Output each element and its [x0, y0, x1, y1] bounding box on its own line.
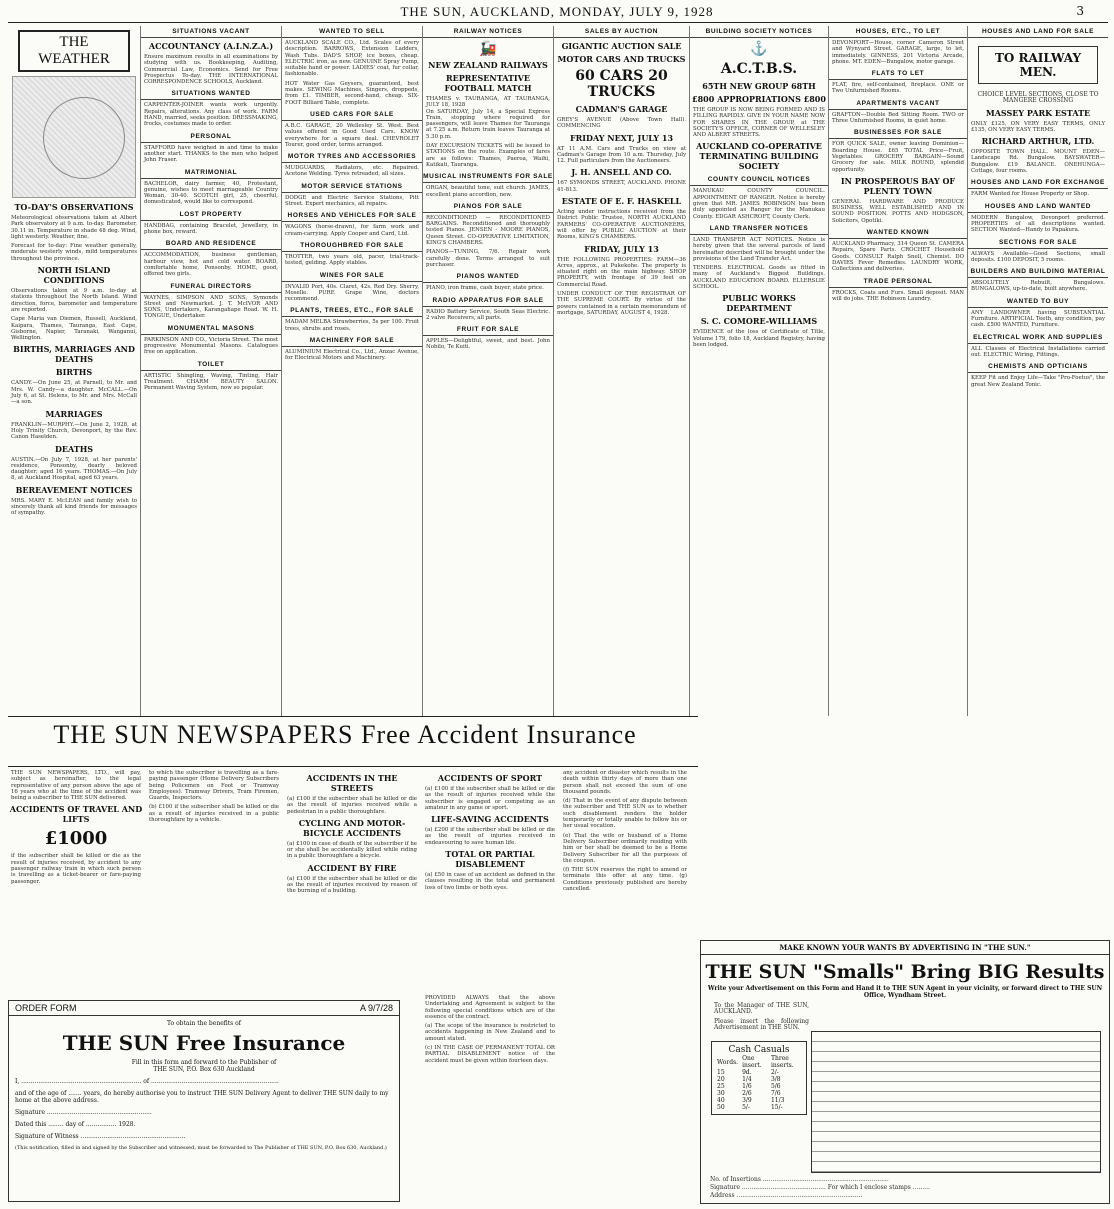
masthead-title: THE SUN, AUCKLAND, MONDAY, JULY 9, 1928 — [400, 4, 714, 19]
new-group-heading: 65TH NEW GROUP 68TH — [702, 81, 816, 91]
houses-for-sale-heading: HOUSES AND LAND FOR SALE — [968, 26, 1108, 38]
deaths-text: AUSTIN.—On July 7, 1928, at her parents' residence, Ponsonby, dearly beloved daughter; aged 16 years. THOMAS.—On July 8, at Auckland Hospital, aged 63 years. — [11, 456, 137, 482]
wanted-to-sell-text: AUCKLAND SCALE CO., Ltd. Scales of every description. BARROWS, Extension Ladders, Wash Tubs. DAD'S SHOP, ice boxes, cheap. ELECTRIC iron, as new. GENUINE Spray Pump, suitable hand or power. LADIES' coat, fur collar, fashionable. HOT Water Gas Geysers, guaranteed, best makes. SEWING Machines, Singers, droppeds, from £1. TIMBER, second-hand, cheap. SIX-FOOT Billiard Table, complete. — [285, 40, 419, 106]
wines-text: INVALID Port, 40s. Claret, 42s. Red Dry. Sherry, Moselle. PURE Grape Wine, doctors recommend. — [285, 283, 419, 303]
cash-one: 9d. — [742, 1069, 752, 1076]
column-weather — [8, 26, 141, 716]
column-houses-to-let — [829, 26, 968, 716]
order-form-label: ORDER FORM — [15, 1003, 77, 1013]
land-wanted-heading: HOUSES AND LAND WANTED — [968, 201, 1108, 213]
motor-service-text: DODGE and Electric Service Stations, Pitt Street. Expert mechanics, all repairs. — [285, 194, 419, 208]
railway-men-heading: TO RAILWAY MEN. — [978, 46, 1098, 84]
matrimonial-text: BACHELOR, dairy farmer, 40, Protestant, genuine, wishes to meet marriageable Country Woman, 30-40. SCOTCH girl, 25, cheerful, domesticated, would like to correspond. — [144, 180, 278, 206]
births-heading: BIRTHS — [55, 367, 93, 378]
richard-arthur-text: OPPOSITE TOWN HALL. MOUNT EDEN—Landscape Rd. Bungalow. BAYSWATER—Bungalow. £19 BALANCE. ONEHUNGA—Cottage, four rooms. — [971, 149, 1105, 175]
marriages-heading: MARRIAGES — [45, 408, 103, 419]
land-exchange-text: FARM Wanted for House Property or Shop. — [971, 191, 1090, 198]
cash-words: 20 — [717, 1076, 725, 1083]
bay-of-plenty-heading: IN PROSPEROUS BAY OF PLENTY TOWN — [840, 175, 956, 196]
plants-text: MADAM MELBA Strawberries, 5s per 100. Fruit trees, shrubs and roses. — [285, 319, 419, 332]
building-society-text: THE GROUP IS NOW BEING FORMED AND IS FILLING RAPIDLY. GIVE IN YOUR NAME NOW FOR SHARES IN THE GROUP, at THE SOCIETY'S OFFICE, CORNER OF WELLESLEY AND ALBERT STREETS. — [693, 107, 825, 139]
cash-header-row — [715, 1055, 803, 1069]
table-row — [715, 1076, 803, 1083]
cash-words: 40 — [717, 1097, 725, 1104]
life-saving-text: (a) £200 if the subscriber shall be killed or die as the result of injuries received in endeavouring to save human life. — [425, 827, 555, 846]
north-island-text: Observations taken at 9 a.m. to-day at stations throughout the North Island. Wind direction, force, barometer and temperature are reported. Cape Maria van Diemen, Russell, Auckland, Kaipara, Thames, Tauranga, East Cape, Gisborne, Napier, Taranaki, Wanganui, Wellington. — [11, 288, 137, 342]
cycling-text: (a) £100 in case of death of the subscriber if he or she shall be accidentally killed while riding in a public thoroughfare a bicycle. — [287, 840, 417, 860]
cash-casuals-table — [711, 1041, 807, 1115]
monumental-masons-text: PARKINSON AND CO., Victoria Street. The most progressive Monumental Masons. Catalogues free on application. — [144, 336, 278, 356]
travel-lifts-text: if the subscriber shall be killed or die as the result of injuries received, by accident to any passenger railway train in which such person is travelling as a ticket-bearer or fare-paying passenger. — [11, 853, 141, 885]
level-sections-text: CHOICE LEVEL SECTIONS, CLOSE TO MANGERE CROSSING — [977, 91, 1099, 105]
board-residence-heading: BOARD AND RESIDENCE — [141, 238, 281, 250]
fire-heading: ACCIDENT BY FIRE — [307, 862, 397, 873]
pianos-for-sale-heading: PIANOS FOR SALE — [423, 201, 553, 213]
personal-heading: PERSONAL — [141, 131, 281, 143]
machinery-text: ALUMINIUM Electrical Co., Ltd., Anzac Avenue, for Electrical Motors and Machinery. — [285, 349, 419, 362]
masthead — [0, 4, 1114, 20]
sections-text: ALWAYS Available—Good Sections, small deposits. £100 DEPOSIT, 5 rooms. — [971, 250, 1105, 263]
cash-three: 3/8 — [770, 1076, 781, 1083]
cash-header-words: Words. — [717, 1058, 739, 1066]
auction-date-2: FRIDAY, JULY 13 — [584, 243, 659, 254]
personal-text: STAFFORD have weighed in and time to make another start. THANKS to the men who helped John Fraser. — [144, 144, 278, 164]
table-row — [715, 1090, 803, 1097]
insurance-rule — [8, 766, 698, 767]
column-wanted-to-sell — [282, 26, 423, 716]
toilet-text: ARTISTIC Shingling, Waving, Tinting, Hair Treatment. CHARM BEAUTY SALON. Permanent Waving System, now so popular. — [144, 372, 278, 392]
apartments-heading: APARTMENTS VACANT — [829, 98, 967, 110]
motor-tyres-text: MUDGUARDS, Radiators, etc. Repaired. Acetone Welding. Tyres retreaded, all sizes. — [285, 165, 419, 178]
weather-observations-heading: TO-DAY'S OBSERVATIONS — [14, 202, 134, 212]
disablement-heading: TOTAL OR PARTIAL DISABLEMENT — [445, 849, 535, 870]
radio-apparatus-text: RADIO Battery Service, South Seas Electric. 2 valve Receivers, all parts. — [426, 308, 550, 321]
table-row — [715, 1083, 803, 1090]
appropriations-heading: £800 APPROPRIATIONS £800 — [692, 94, 826, 104]
wanted-to-sell-heading: WANTED TO SELL — [282, 26, 422, 38]
insurance-column-2 — [146, 770, 282, 996]
cash-casuals-title: Cash Casuals — [728, 1045, 790, 1055]
streets-text: (a) £100 if the subscriber shall be killed or die as the result of injuries received while a pedestrian in a public thoroughfare. — [287, 796, 417, 815]
apartments-text: GRAFTON—Double Bed Sitting Room. TWO or Three Unfurnished Rooms, in quiet home. — [832, 111, 964, 125]
births-text: CANDY.—On June 25, at Parnell, to Mr. and Mrs. W. Candy—a daughter. McCALL.—On July 6, at St. Helens, to Mr. and Mrs. McCall—a son. — [11, 380, 137, 406]
travel-lifts-heading: ACCIDENTS OF TRAVEL AND LIFTS — [9, 804, 143, 825]
situations-wanted-heading: SITUATIONS WANTED — [141, 88, 281, 100]
cash-words: 30 — [717, 1090, 725, 1097]
land-wanted-text: MODERN Bungalow, Devonport preferred. PROPERTIES of all descriptions wanted. SECTION Wanted—Handy to Papakura. — [971, 214, 1105, 234]
cash-three: 2/- — [770, 1069, 779, 1076]
north-island-heading: NORTH ISLAND CONDITIONS — [37, 265, 111, 286]
order-form — [8, 1000, 400, 1202]
houses-to-let-text: DEVONPORT—House, corner Cameron Street and Wynyard Street. GARAGE, large, to let, immediately. GINNESS, 201 Victoria Arcade, phone. MT. EDEN—Bungalow, motor garage. — [832, 40, 964, 65]
funeral-directors-heading: FUNERAL DIRECTORS — [141, 281, 281, 293]
cash-three: 5/6 — [770, 1083, 781, 1090]
order-form-title: THE SUN Free Insurance — [62, 1031, 346, 1055]
bay-of-plenty-text: GENERAL HARDWARE AND PRODUCE BUSINESS, WELL ESTABLISHED AND IN SOUND POSITION. POTTS AND HODGSON, Solicitors, Opotiki. — [832, 198, 964, 224]
thoroughbred-text: TROTTER, two years old, pacer, trial-track-tested, gelding. Apply stables. — [285, 253, 419, 267]
wines-heading: WINES FOR SALE — [282, 270, 422, 282]
builders-heading: BUILDERS AND BUILDING MATERIAL — [968, 266, 1108, 278]
cash-header-three: Three inserts. — [770, 1055, 794, 1069]
signature-field[interactable]: Signature ....................................................... — [15, 1109, 152, 1116]
column-railway — [423, 26, 554, 716]
table-row — [715, 1069, 803, 1076]
funeral-directors-text: WAYNES, SIMPSON AND SONS, Symonds Street and Newmarket. J. T. McIVOR AND SONS, Undertakers, Karangahape Road. W. H. TONGUE, Undertaker. — [144, 294, 278, 320]
train-icon: 🚂 — [479, 41, 497, 57]
advertisement-entry-area[interactable] — [811, 1031, 1101, 1173]
railway-notices-heading: RAILWAY NOTICES — [423, 26, 553, 38]
insurance-column-3 — [284, 770, 420, 996]
motor-cars-trucks-heading: MOTOR CARS AND TRUCKS — [557, 54, 686, 64]
cash-one: 1/6 — [742, 1083, 752, 1090]
column-building-society — [690, 26, 829, 716]
wanted-to-buy-text: ANY LANDOWNER having SUBSTANTIAL Furniture. ARTIFICIAL Teeth, any condition, pay cash. £500 WANTED, Furniture. — [971, 309, 1105, 329]
order-form-header — [9, 1001, 399, 1016]
insurance-column-4 — [422, 770, 558, 996]
life-saving-heading: LIFE-SAVING ACCIDENTS — [431, 814, 549, 825]
estate-haskell-text: Acting under instructions received from the District Public Trustee, NORTH AUCKLAND FARMERS' CO-OPERATIVE AUCTIONEERS, will offer by PUBLIC AUCTION at their Rooms, KING'S CHAMBERS. — [557, 209, 686, 241]
land-transfer-heading: LAND TRANSFER NOTICES — [690, 223, 828, 235]
cash-three: 15/- — [770, 1104, 783, 1111]
used-cars-heading: USED CARS FOR SALE — [282, 109, 422, 121]
pianos-for-sale-text: RECONDITIONED — RECONDITIONED BARGAINS. Reconditioned and thoroughly tested Pianos. JENSEN - MOORE PIANOS, Queen Street. CO-OPERATIVE LIMITATION, KING'S CHAMBERS. PIANOS—TUNING, 7/6. Repair work carefully done. Terms arranged to suit purchaser. — [426, 214, 550, 268]
sales-by-auction-heading: SALES BY AUCTION — [554, 26, 689, 38]
used-cars-text: A.B.C. GARAGE, 20 Wellesley St. West. Best values offered in Good Used Cars. KNOW everywhere for a square deal. CHEVROLET Tourer, good order, terms arranged. — [285, 122, 419, 148]
order-form-note: (This notification, filled in and signed by the Subscriber and witnessed, must be forwarded to The Publisher of THE SUN, P.O. Box 630, Auckland.) — [15, 1145, 387, 1151]
auction-details-text: AT 11 A.M. Cars and Trucks on view at Cadman's Garage from 10 a.m. Thursday, July 12. Full particulars from the Auctioneers. — [557, 145, 686, 165]
chemists-text: KEEP Fit and Enjoy Life—Take "Pro-Foetus", the great New Zealand Tonic. — [971, 375, 1105, 388]
insurance-intro-text: THE SUN NEWSPAPERS, LTD., will pay, subject as hereinafter, to the legal representative of any person above the age of 16 years who at the time of the accident was being a subscriber to THE SUN delivered. — [11, 770, 141, 802]
smalls-title: THE SUN "Smalls" Bring BIG Results — [705, 961, 1105, 983]
accountancy-text: Ensure maximum results in all examinations by studying with us. Bookkeeping, Auditing, Commercial Law, Economics. Send for Free Prospectus To-day. THE INTERNATIONAL CORRESPONDENCE SCHOOLS, Auckland. — [144, 54, 278, 86]
smalls-address-label: Address — [710, 1192, 735, 1199]
pianos-wanted-text: PIANO, iron frame, cash buyer, state price. — [426, 285, 544, 292]
auction-venue-text: GREY'S AVENUE (Above Town Hall). COMMENCING — [557, 117, 686, 130]
property-text: THE FOLLOWING PROPERTIES: FARM—36 Acres, approx., at Pukekohe. The property is situated right on the main highway. SHOP PROPERTY, with frontage of 39 feet on Commercial Road. UNDER CONDUCT OF THE REGISTRAR OF THE SUPREME COURT. By virtue of the powers contained in a certain memorandum of mortgage, SATURDAY, AUGUST 4, 1928. — [557, 256, 686, 316]
accountancy-heading: ACCOUNTANCY (A.I.N.Z.A.) — [148, 41, 274, 51]
cash-three: 7/6 — [770, 1090, 781, 1097]
cars-trucks-count: 60 CARS 20 TRUCKS — [575, 68, 668, 100]
streets-heading: ACCIDENTS IN THE STREETS — [306, 773, 398, 793]
county-council-heading: COUNTY COUNCIL NOTICES — [690, 174, 828, 186]
board-residence-text: ACCOMMODATION, business gentleman, harbour view, hot and cold water. BOARD, comfortable home, Ponsonby. HOME, good, offered two girls. — [144, 252, 278, 278]
insurance-column-1 — [8, 770, 144, 996]
column-houses-for-sale — [968, 26, 1108, 716]
insurance-column-6 — [422, 995, 558, 1205]
motor-service-heading: MOTOR SERVICE STATIONS — [282, 181, 422, 193]
smalls-tagline: MAKE KNOWN YOUR WANTS BY ADVERTISING IN "THE SUN." — [701, 941, 1109, 955]
comore-williams-text: EVIDENCE of the loss of Certificate of Title, Volume 179, folio 18, Auckland Registry, having been lodged. — [693, 329, 825, 348]
weather-map-circle — [43, 97, 125, 179]
railway-text: On SATURDAY, July 14, a Special Express Train, stopping where required for passengers, will leave Thames for Tauranga at 7.25 a.m. Return train leaves Tauranga at 5.30 p.m. DAY EXCURSION TICKETS will be issued to STATIONS on the route. Examples of fares are as follows: Thames, Paeroa, Waihi, Katikati, Tauranga. — [426, 108, 550, 168]
richard-arthur-heading: RICHARD ARTHUR, LTD. — [981, 136, 1095, 147]
insurance-column-2-text: to which the subscriber is travelling as a fare-paying passenger (Home Delivery Subscribers being Policemen on Foot or Tramway Employees). Tramway Drivers, Tram Firemen, Guards, Inspectors. (b) £100 if the subscriber shall be killed or die as a result of injuries received in a public thoroughfare by a vehicle. — [149, 770, 279, 824]
order-form-intro: To obtain the benefits of — [167, 1020, 241, 1027]
insurance-amount: £1000 — [44, 828, 108, 850]
anchor-icon: ⚓ — [750, 41, 768, 57]
occupation-field[interactable]: and of the age of ....... years, do hereby authorise you to instruct THE SUN Delivery Agent to deliver THE SUN daily to my home at the above address. — [15, 1090, 389, 1104]
comore-williams-heading: S. C. COMORE-WILLIAMS — [700, 316, 818, 327]
smalls-address-field[interactable]: Address .................................................................. — [710, 1192, 863, 1199]
land-exchange-heading: HOUSES AND LAND FOR EXCHANGE — [968, 177, 1108, 189]
name-field[interactable]: I, ............................................................... of ................................................................... — [15, 1078, 279, 1085]
electrical-heading: ELECTRICAL WORK AND SUPPLIES — [968, 332, 1108, 344]
dated-field[interactable]: Dated this ........ day of ................ 1928. — [15, 1121, 136, 1128]
sport-text: (a) £100 if the subscriber shall be killed or die as the result of injuries received while the subscriber is engaged or competing as an amateur in any game or sport. — [425, 786, 555, 811]
cycling-heading: CYCLING AND MOTOR-BICYCLE ACCIDENTS — [298, 817, 406, 838]
businesses-heading: BUSINESSES FOR SALE — [829, 127, 967, 139]
radio-apparatus-heading: RADIO APPARATUS FOR SALE — [423, 295, 553, 307]
bereavement-heading: BEREAVEMENT NOTICES — [15, 484, 133, 495]
table-row — [715, 1104, 803, 1111]
public-works-heading: PUBLIC WORKS DEPARTMENT — [722, 293, 796, 314]
gigantic-auction-heading: GIGANTIC AUCTION SALE — [561, 41, 682, 51]
horses-vehicles-text: WAGONS (horse-drawn), for farm work and cream-carrying. Apply Cooper and Card, Ltd. — [285, 224, 419, 237]
pianos-wanted-heading: PIANOS WANTED — [423, 271, 553, 283]
cash-one: 5/- — [742, 1104, 750, 1111]
page-number: 3 — [1076, 4, 1084, 18]
insurance-column-5 — [560, 770, 690, 1200]
estate-haskell-heading: ESTATE OF E. F. HASKELL — [561, 196, 682, 207]
cash-one: 3/9 — [742, 1097, 752, 1104]
houses-to-let-heading: HOUSES, ETC., TO LET — [829, 26, 967, 38]
lost-property-heading: LOST PROPERTY — [141, 209, 281, 221]
football-match-subtitle: THAMES v. TAURANGA, AT TAURANGA, JULY 18, 1928 — [426, 96, 550, 109]
thoroughbred-heading: THOROUGHBRED FOR SALE — [282, 240, 422, 252]
cash-three: 11/3 — [770, 1097, 785, 1104]
auckland-cooperative-heading: AUCKLAND CO-OPERATIVE TERMINATING BUILDING SOCIETY — [696, 141, 822, 172]
enclose-label: For which I enclose stamps — [827, 1184, 911, 1191]
insurance-banner — [0, 720, 690, 764]
trade-personal-heading: TRADE PERSONAL — [829, 276, 967, 288]
smalls-signature-label: Signature — [710, 1184, 741, 1191]
column-auction — [554, 26, 690, 716]
weather-map — [12, 76, 136, 198]
monumental-masons-heading: MONUMENTAL MASONS — [141, 323, 281, 335]
horses-vehicles-heading: HORSES AND VEHICLES FOR SALE — [282, 210, 422, 222]
signature-label: Signature — [15, 1109, 46, 1116]
table-row — [715, 1097, 803, 1104]
order-form-code: A 9/7/28 — [359, 1003, 393, 1013]
fire-text: (a) £100 if the subscriber shall be killed or die as the result of injuries received by reason of the burning of a building. — [287, 875, 417, 895]
cash-header-one: One insert. — [742, 1055, 762, 1069]
builders-text: ABSOLUTELY Rebuilt, Bungalows. BUNGALOWS, up-to-date, built anywhere. — [971, 280, 1105, 293]
county-council-text: MANUKAU COUNTY COUNCIL. APPOINTMENT OF RANGER. Notice is hereby given that MR. JAMES ROBINSON has been duly appointed as Ranger for the Manukau County. EDGAR ASHCROFT, County Clerk. — [693, 188, 825, 220]
chemists-heading: CHEMISTS AND OPTICIANS — [968, 361, 1108, 373]
wanted-known-text: AUCKLAND Pharmacy, 314 Queen St. CAMERA Repairs, Spare Parts. CROCHET Household Goods. CONSULT Ralph Snell, Chemist. DO DAVIES Fever Remedies. LAUNDRY WORK, Collections and deliveries. — [832, 241, 964, 273]
bereavement-text: MRS. MARY E. McLEAN and family wish to sincerely thank all kind friends for messages of sympathy. — [11, 497, 137, 517]
cadmans-garage: CADMAN'S GARAGE — [575, 104, 668, 114]
insurance-column-6-text: PROVIDED ALWAYS that the above Undertaking and Agreement is subject to the following special conditions which are of the essence of the contract. (a) The scope of the insurance is restricted to accidents happening in New Zealand and to amount stated. (c) IN THE CASE OF PERMANENT TOTAL OR PARTIAL DISABLEMENT notice of the accident must be given within fourteen days. — [425, 995, 555, 1064]
massey-park-heading: MASSEY PARK ESTATE — [985, 107, 1091, 118]
businesses-text: FOR QUICK SALE, owner leaving Dominion—Boarding House. £65 TOTAL Price—Fruit, Vegetables. GROCERY BARGAIN—Sound Grocery for sale. MILK ROUND, splendid opportunity. — [832, 141, 964, 173]
auction-date: FRIDAY NEXT, JULY 13 — [569, 132, 674, 143]
deaths-heading: DEATHS — [54, 443, 94, 454]
insertions-field[interactable]: No. of Insertions .................................................................. — [710, 1176, 889, 1183]
musical-instruments-heading: MUSICAL INSTRUMENTS FOR SALE — [423, 171, 553, 183]
machinery-heading: MACHINERY FOR SALE — [282, 335, 422, 347]
wanted-to-buy-heading: WANTED TO BUY — [968, 296, 1108, 308]
cash-one: 1/4 — [742, 1076, 752, 1083]
cash-rates-table — [715, 1055, 803, 1111]
actbs-title: A.C.T.B.S. — [720, 61, 798, 77]
births-marriages-deaths-heading: BIRTHS, MARRIAGES AND DEATHS — [13, 344, 135, 365]
smalls-form — [700, 940, 1110, 1204]
cash-words: 15 — [717, 1069, 725, 1076]
situations-wanted-text: CARPENTER-JOINER wants work urgently. Repairs, alterations. Any class of work. FARM HAND, married, seeks position. DRESSMAKING, frocks, costumes made to order. — [144, 102, 278, 128]
football-match-heading: REPRESENTATIVE FOOTBALL MATCH — [444, 73, 532, 93]
weather-text: Meteorological observations taken at Albert Park observatory at 9 a.m. to-day. Barometer, 30.11 in. Temperature in shade 48 deg. Wind, light westerly. Weather, fine. Forecast for to-day: Fine weather generally, moderate westerly winds, mild temperatures throughout the province. — [11, 215, 137, 262]
plants-heading: PLANTS, TREES, ETC., FOR SALE — [282, 305, 422, 317]
toilet-heading: TOILET — [141, 359, 281, 371]
situations-vacant-heading: SITUATIONS VACANT — [141, 26, 281, 38]
musical-instruments-text: ORGAN, beautiful tone, suit church. JAMES, excellent piano accordion, new. — [426, 185, 550, 198]
insertions-label: No. of Insertions — [710, 1176, 761, 1183]
masthead-rule — [8, 22, 1108, 23]
railways-title: NEW ZEALAND RAILWAYS — [428, 60, 548, 70]
cash-words: 25 — [717, 1083, 725, 1090]
sections-heading: SECTIONS FOR SALE — [968, 237, 1108, 249]
insurance-banner-title: THE SUN NEWSPAPERS Free Accident Insurance — [53, 720, 637, 749]
matrimonial-heading: MATRIMONIAL — [141, 167, 281, 179]
electrical-text: ALL Classes of Electrical Installations carried out. ELECTRIC Wiring, Fittings. — [971, 345, 1105, 358]
witness-field[interactable]: Signature of Witness ....................................................... — [15, 1133, 186, 1140]
weather-heading: THE WEATHER — [18, 30, 130, 72]
order-form-instruction: Fill in this form and forward to the Publisher of — [131, 1059, 277, 1066]
lost-property-text: HANDBAG, containing Bracelet, Jewellery, in phone box, reward. — [144, 222, 278, 236]
cash-words: 50 — [717, 1104, 725, 1111]
fruit-text: APPLES—Delightful, sweet, and best. John Nobilo, Te Kuiti. — [426, 338, 550, 351]
sport-heading: ACCIDENTS OF SPORT — [437, 773, 543, 783]
flats-to-let-text: FLAT, fire, self-contained, fireplace. ONE or Two Unfurnished Rooms. — [832, 82, 964, 95]
disablement-text: (a) £50 in case of an accident as defined in the clauses resulting in the total and permanent loss of two limbs or both eyes. — [425, 872, 555, 891]
massey-park-text: ONLY £125, ON VERY EASY TERMS, ONLY £135, ON VERY EASY TERMS. — [971, 120, 1105, 133]
order-form-address: THE SUN, P.O. Box 630 Auckland — [153, 1066, 255, 1073]
building-society-heading: BUILDING SOCIETY NOTICES — [690, 26, 828, 38]
section-rule — [8, 716, 698, 717]
smalls-signature-field[interactable]: Signature ............................................ For which I enclose stamps ......... — [710, 1184, 930, 1191]
smalls-please: Please insert the following Advertisement in THE SUN. — [714, 1018, 809, 1032]
cash-one: 2/6 — [742, 1090, 752, 1097]
smalls-note: Write your Advertisement on this Form and Hand it to THE SUN Agent in your vicinity, or forward direct to THE SUN Office, Wyndham Street. — [707, 985, 1103, 999]
trade-personal-text: FROCKS, Coats and Furs. Small deposit. MAN will do jobs. THE Robinson Laundry. — [832, 289, 964, 302]
marriages-text: FRANKLIN—MURPHY.—On June 2, 1928, at Holy Trinity Church, Devonport, by the Rev. Canon Haselden. — [11, 421, 137, 441]
ansell-heading: J. H. ANSELL AND CO. — [571, 167, 672, 178]
flats-to-let-heading: FLATS TO LET — [829, 68, 967, 80]
smalls-to-manager: To the Manager of THE SUN, AUCKLAND. — [714, 1002, 809, 1016]
column-situations — [141, 26, 282, 716]
fruit-heading: FRUIT FOR SALE — [423, 324, 553, 336]
wanted-known-heading: WANTED KNOWN — [829, 227, 967, 239]
motor-tyres-heading: MOTOR TYRES AND ACCESSORIES — [282, 151, 422, 163]
ansell-text: 167 SYMONDS STREET, AUCKLAND. PHONE 41-813. — [557, 180, 686, 193]
land-transfer-text: LAND TRANSFER ACT NOTICES. Notice is hereby given that the several parcels of land hereinafter described will be brought under the provisions of the Land Transfer Act. TENDERS. ELECTRICAL Goods as fitted in many of Auckland's Biggest Buildings. AUCKLAND EDUCATION BOARD. ELLERSLIE SCHOOL. — [693, 236, 825, 291]
insurance-column-5-text: any accident or disaster which results in the death within thirty days of more than one person shall not exceed the sum of one thousand pounds. (d) That in the event of any dispute between the subscriber and THE SUN as to whether such disablement renders the holder temporarily or totally unable to follow his or her usual vocation. (e) That the wife or husband of a Home Delivery Subscriber ordinarily residing with him or her shall be deemed to be a Home Delivery Subscriber for all the purposes of the coupon. (f) THE SUN reserves the right to amend or terminate this offer at any time. (g) Conditions previously published are hereby cancelled. — [563, 770, 687, 893]
